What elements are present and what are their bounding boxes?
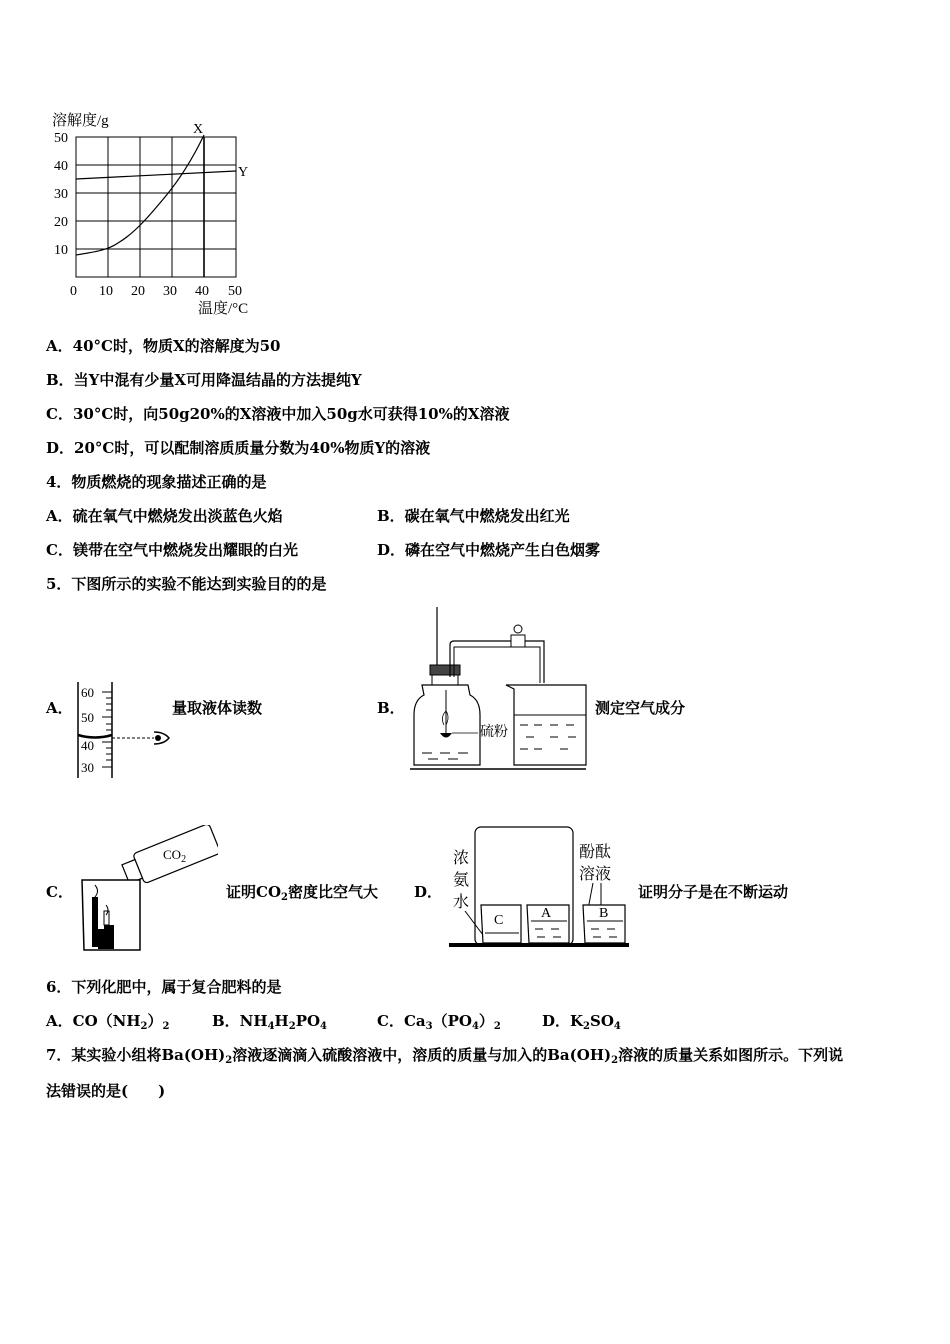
x-tick: 0 — [70, 284, 77, 299]
sulfur-label: 硫粉 — [480, 725, 508, 740]
q3-option-b[interactable]: B．当Y中混有少量X可用降温结晶的方法提纯Y — [46, 371, 362, 389]
y-tick: 40 — [54, 159, 68, 174]
x-tick: 20 — [131, 284, 145, 299]
cylinder-figure — [72, 680, 182, 780]
beaker-label: B — [599, 906, 609, 921]
x-tick: 10 — [99, 284, 113, 299]
y-tick: 20 — [54, 215, 68, 230]
q5-option-b-letter[interactable]: B． — [377, 699, 405, 717]
ammonia-label: 水 — [453, 894, 470, 911]
ammonia-label: 氨 — [453, 872, 470, 889]
ammonia-label: 浓 — [453, 850, 470, 867]
graph-y-title: 溶解度/g — [52, 113, 109, 129]
q6-option-c[interactable]: C．$Ca_3(PO_4)_2$ — [377, 1012, 501, 1032]
y-tick: 30 — [54, 187, 68, 202]
q5-stem: 5．下图所示的实验不能达到实验目的的是 — [46, 575, 327, 593]
q6-option-b[interactable]: B．$NH_4H_2PO_4$ — [212, 1012, 328, 1032]
q6-option-a[interactable]: A．$CO(NH_2)_2$ — [46, 1012, 170, 1032]
x-tick: 50 — [228, 284, 242, 299]
q5-option-c-text: 证明$CO_2$密度比空气大 — [226, 883, 378, 903]
beaker-label: C — [494, 913, 504, 928]
air-apparatus-figure — [410, 605, 595, 775]
q4-option-c[interactable]: C．镁带在空气中燃烧发出耀眼的白光 — [46, 541, 298, 559]
cylinder-tick: 30 — [81, 760, 94, 775]
y-tick: 50 — [54, 131, 68, 146]
x-tick: 40 — [195, 284, 209, 299]
q6-stem: 6．下列化肥中，属于复合肥料的是 — [46, 978, 282, 996]
phenolphthalein-label: 酚酞 — [579, 844, 612, 861]
y-tick: 10 — [54, 243, 68, 258]
x-tick: 30 — [163, 284, 177, 299]
q3-option-d[interactable]: D．20°C时，可以配制溶质质量分数为40%物质Y的溶液 — [46, 439, 431, 457]
cylinder-tick: 60 — [81, 685, 94, 700]
cylinder-tick: 50 — [81, 710, 94, 725]
q5-option-c-letter[interactable]: C． — [46, 883, 73, 901]
q3-option-a[interactable]: A．40°C时，物质X的溶解度为50 — [46, 337, 281, 355]
q5-option-d-text: 证明分子是在不断运动 — [638, 883, 789, 901]
q4-option-d[interactable]: D．磷在空气中燃烧产生白色烟雾 — [377, 541, 601, 559]
bottle-label: $CO_2$ — [163, 847, 187, 865]
q5-option-a-letter[interactable]: A． — [46, 699, 73, 717]
ammonia-figure — [445, 825, 635, 955]
q7-stem-line1: 7．某实验小组将$Ba(OH)_2$溶液逐滴滴入硫酸溶液中，溶质的质量与加入的$Ba(OH)_2$溶液的质量关系如图所示。下列说 — [46, 1046, 844, 1066]
q5-option-a-text: 量取液体读数 — [172, 699, 263, 717]
beaker-label: A — [541, 906, 552, 921]
q4-stem: 4．物质燃烧的现象描述正确的是 — [46, 473, 267, 491]
q4-option-a[interactable]: A．硫在氧气中燃烧发出淡蓝色火焰 — [46, 507, 283, 525]
phenolphthalein-label: 溶液 — [579, 866, 612, 883]
q6-option-d[interactable]: D．$K_2SO_4$ — [542, 1012, 621, 1032]
curve-x-label: X — [193, 122, 204, 137]
cylinder-tick: 40 — [81, 738, 94, 753]
q7-stem-line2: 法错误的是( ) — [46, 1082, 166, 1100]
q5-option-d-letter[interactable]: D． — [414, 883, 443, 901]
q3-option-c[interactable]: C．30°C时，向50g20%的X溶液中加入50g水可获得10%的X溶液 — [46, 405, 510, 423]
curve-y-label: Y — [238, 165, 249, 180]
q4-option-b[interactable]: B．碳在氧气中燃烧发出红光 — [377, 507, 570, 525]
curve-y — [76, 171, 236, 179]
graph-x-title: 温度/°C — [198, 301, 249, 317]
co2-beaker-figure — [78, 825, 218, 955]
q5-option-b-text: 测定空气成分 — [595, 699, 686, 717]
solubility-graph — [40, 105, 280, 320]
